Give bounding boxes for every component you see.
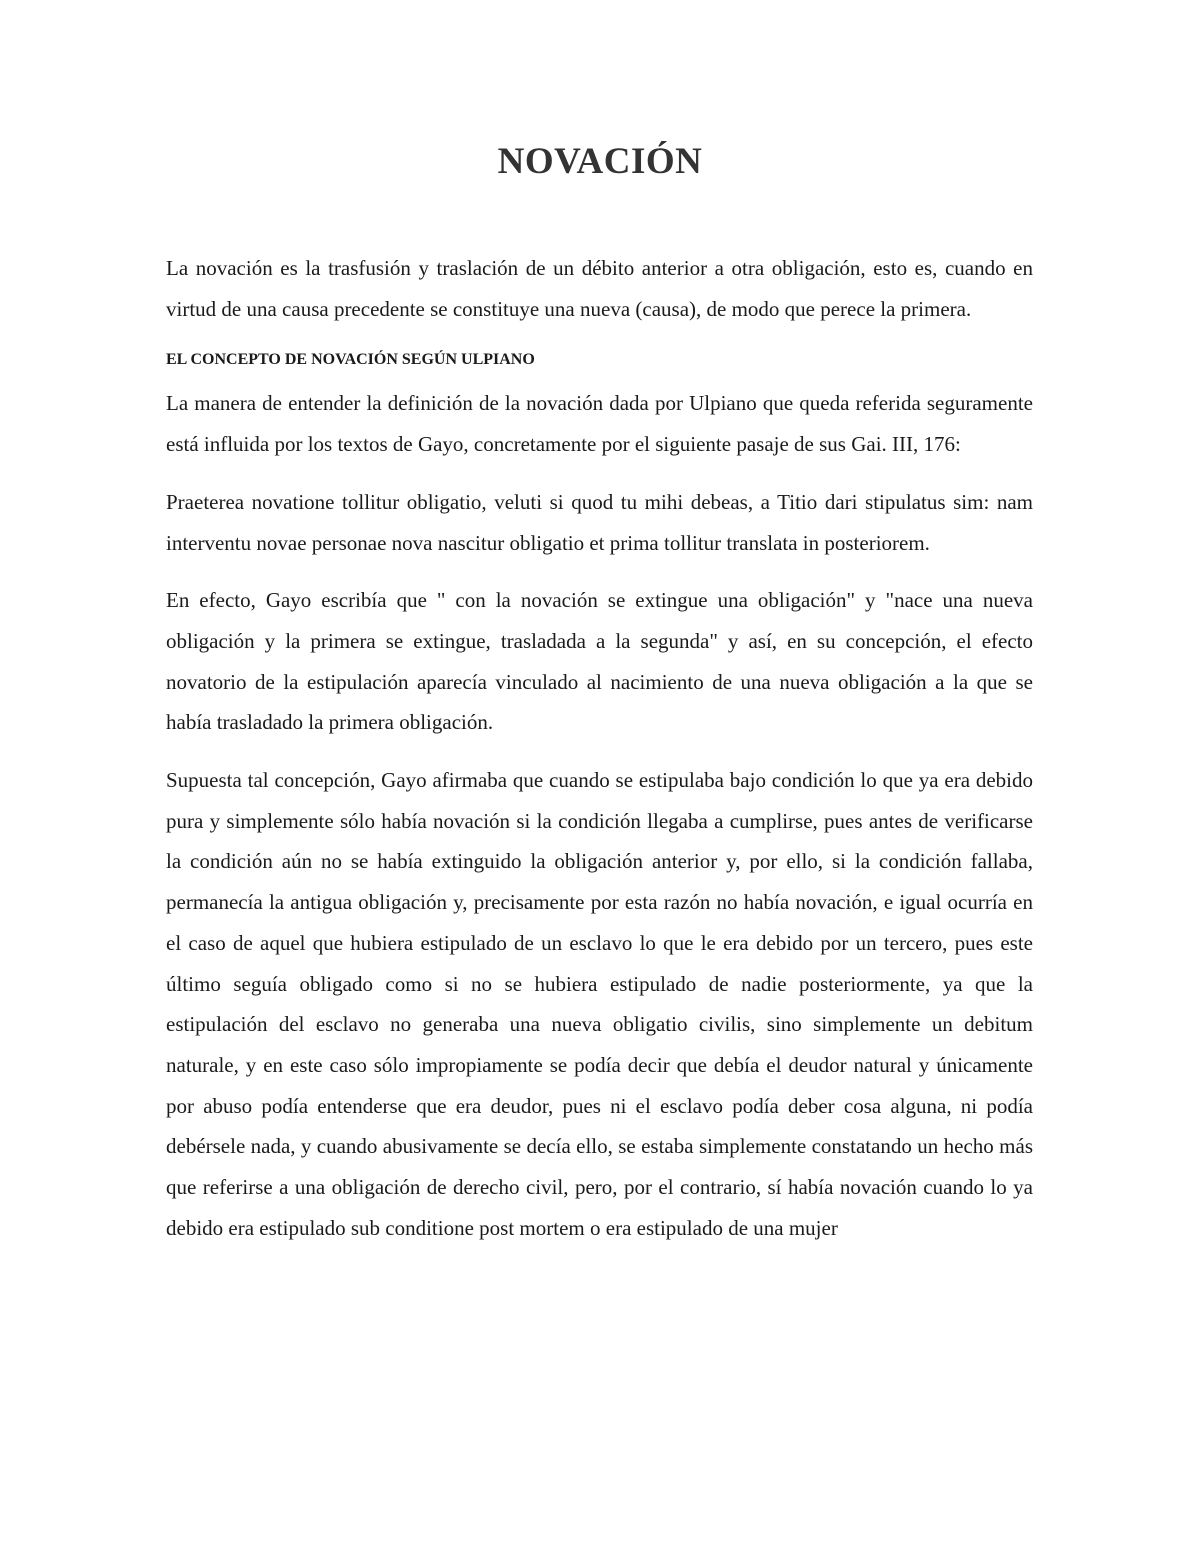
section-heading-ulpiano: EL CONCEPTO DE NOVACIÓN SEGÚN ULPIANO — [166, 351, 535, 369]
paragraph-gayo-effect: En efecto, Gayo escribía que " con la novación se extingue una obligación" y "nace una nueva obligación y la primera se extingue, trasladada a la segunda" y así, en su concepción, el efecto novatorio de la estipulación aparecía vinculado al nacimiento de una nueva obligación a la que se había trasladado la primera obligación. — [166, 588, 1033, 735]
paragraph-latin-quote: Praeterea novatione tollitur obligatio, veluti si quod tu mihi debeas, a Titio dari stipulatus sim: nam interventu novae personae nova nascitur obligatio et prima tollitur translata in posteriorem. — [166, 489, 1033, 555]
document-title: NOVACIÓN — [497, 141, 703, 182]
document-body — [166, 248, 1033, 1265]
paragraph-ulpiano-gayo: La manera de entender la definición de la novación dada por Ulpiano que queda referida seguramente está influida por los textos de Gayo, concretamente por el siguiente pasaje de sus Gai. III, 176: — [166, 391, 1033, 457]
paragraph-gayo-condition: Supuesta tal concepción, Gayo afirmaba que cuando se estipulaba bajo condición lo que ya era debido pura y simplemente sólo había novación si la condición llegaba a cumplirse, pues antes de verificarse la condición aún no se había extinguido la obligación anterior y, por ello, si la condición fallaba, permanecía la antigua obligación y, precisamente por esta razón no había novación, e igual ocurría en el caso de aquel que hubiera estipulado de un esclavo lo que le era debido por un tercero, pues este último seguía obligado como si no se hubiera estipulado de nadie posteriormente, ya que la estipulación del esclavo no generaba una nueva obligatio civilis, sino simplemente un debitum naturale, y en este caso sólo impropiamente se podía decir que debía el deudor natural y únicamente por abuso podía entenderse que era deudor, pues ni el esclavo podía deber cosa alguna, ni podía debérsele nada, y cuando abusivamente se decía ello, se estaba simplemente constatando un hecho más que referirse a una obligación de derecho civil, pero, por el contrario, sí había novación cuando lo ya debido era estipulado sub conditione post mortem o era estipulado de una mujer — [166, 768, 1033, 1240]
paragraph-definition: La novación es la trasfusión y traslación de un débito anterior a otra obligación, esto es, cuando en virtud de una causa precedente se constituye una nueva (causa), de modo que perece la primera. — [166, 256, 1033, 321]
